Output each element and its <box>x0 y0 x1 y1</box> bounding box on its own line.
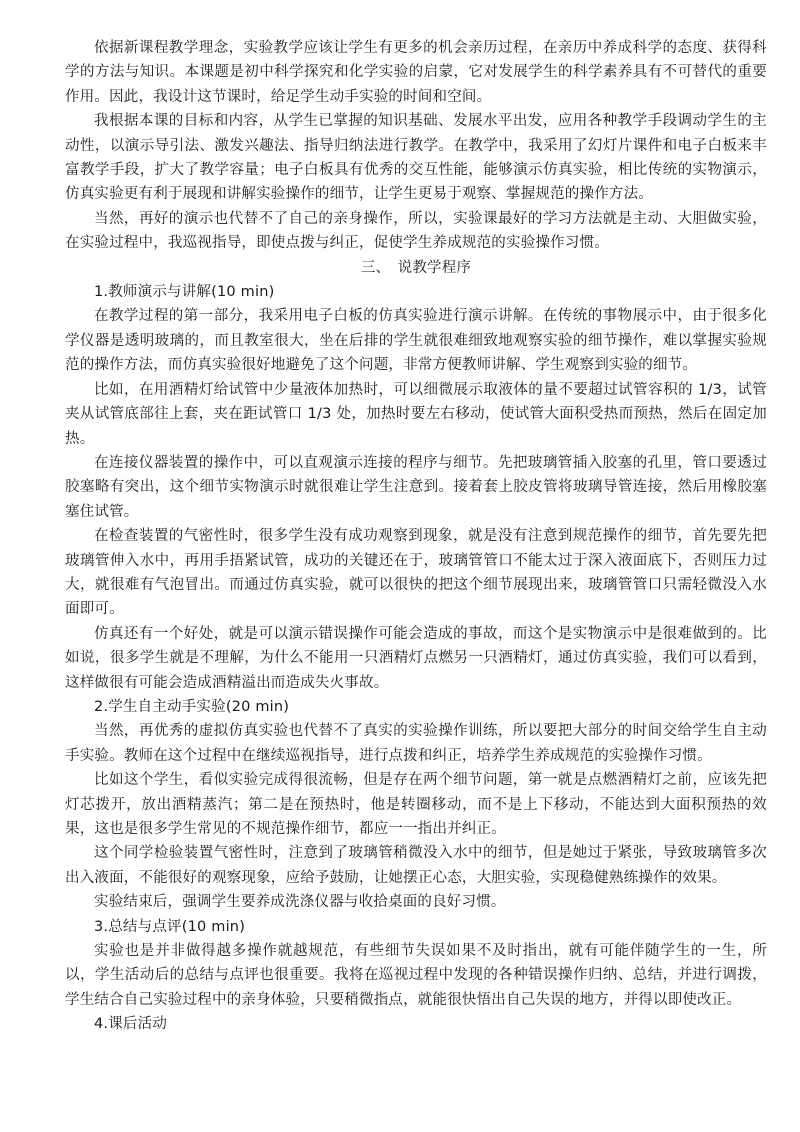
step1-paragraph-1: 在教学过程的第一部分，我采用电子白板的仿真实验进行演示讲解。在传统的事物展示中，由于很多化学仪器是透明玻璃的，而且教室很大，坐在后排的学生就很难细致地观察实验的细节操作，难以掌握实验规范的操作方法，而仿真实验很好地避免了这个问题，非常方便教师讲解、学生观察到实验的细节。 <box>65 308 767 374</box>
intro-paragraph-1: 依据新课程教学理念，实验教学应该让学生有更多的机会亲历过程，在亲历中养成科学的态度、获得科学的方法与知识。本课题是初中科学探究和化学实验的启蒙，它对发展学生的科学素养具有不可替代的重要作用。因此，我设计这节课时，给足学生动手实验的时间和空间。 <box>65 40 767 105</box>
step4-heading: 4.课后活动 <box>94 1016 168 1033</box>
step1-paragraph-4: 在检查装置的气密性时，很多学生没有成功观察到现象，就是没有注意到规范操作的细节，首先要先把玻璃管伸入水中，再用手捂紧试管，成功的关键还在于，玻璃管管口不能太过于深入液面底下，否则压力过大，就很难有气泡冒出。而通过仿真实验，就可以很快的把这个细节展现出来，玻璃管管口只需轻微没入水面即可。 <box>65 528 767 618</box>
intro-paragraph-3: 当然，再好的演示也代替不了自己的亲身操作，所以，实验课最好的学习方法就是主动、大胆做实验，在实验过程中，我巡视指导，即使点拨与纠正，促使学生养成规范的实验操作习惯。 <box>65 210 767 252</box>
section-title: 三、 说教学程序 <box>360 259 472 276</box>
step1-heading: 1.教师演示与讲解(10 min) <box>94 284 275 301</box>
step1-paragraph-2: 比如，在用酒精灯给试管中少量液体加热时，可以细微展示取液体的量不要超过试管容积的 1/3，试管夹从试管底部往上套，夹在距试管口 1/3 处，加热时要左右移动，使试管大面积受热而预热，然后在固定加热。 <box>65 381 767 447</box>
step3-heading: 3.总结与点评(10 min) <box>94 918 246 935</box>
step3-paragraph-1: 实验也是并非做得越多操作就越规范，有些细节失误如果不及时指出，就有可能伴随学生的一生，所以，学生活动后的总结与点评也很重要。我将在巡视过程中发现的各种错误操作归纳、总结，并进行调拨，学生结合自己实验过程中的亲身体验，只要稍微指点，就能很快悟出自己失误的地方，并得以即使改正。 <box>65 943 767 1008</box>
step2-paragraph-1: 当然，再优秀的虚拟仿真实验也代替不了真实的实验操作训练，所以要把大部分的时间交给学生自主动手实验。教师在这个过程中在继续巡视指导，进行点拨和纠正，培养学生养成规范的实验操作习惯。 <box>65 723 767 764</box>
step1-paragraph-5: 仿真还有一个好处，就是可以演示错误操作可能会造成的事故，而这个是实物演示中是很难做到的。比如说，很多学生就是不理解，为什么不能用一只酒精灯点燃另一只酒精灯，通过仿真实验，我们可以看到，这样做很有可能会造成酒精溢出而造成失火事故。 <box>65 625 767 691</box>
step2-heading: 2.学生自主动手实验(20 min) <box>94 698 290 715</box>
step2-paragraph-3: 这个同学检验装置气密性时，注意到了玻璃管稍微没入水中的细节，但是她过于紧张，导致玻璃管多次出入液面，不能很好的观察现象，应给予鼓励，让她摆正心态，大胆实验，实现稳健熟练操作的效果。 <box>65 845 767 886</box>
step1-paragraph-3: 在连接仪器装置的操作中，可以直观演示连接的程序与细节。先把玻璃管插入胶塞的孔里，管口要透过胶塞略有突出，这个细节实物演示时就很难让学生注意到。接着套上胶皮管将玻璃导管连接，然后用橡胶塞塞住试管。 <box>65 454 767 520</box>
document-page <box>65 36 767 1037</box>
step2-paragraph-2: 比如这个学生，看似实验完成得很流畅，但是存在两个细节问题，第一就是点燃酒精灯之前，应该先把灯芯拨开，放出酒精蒸汽；第二是在预热时，他是转圈移动，而不是上下移动，不能达到大面积预热的效果，这也是很多学生常见的不规范操作细节，都应一一指出并纠正。 <box>65 772 767 837</box>
intro-paragraph-2: 我根据本课的目标和内容，从学生已掌握的知识基础、发展水平出发，应用各种教学手段调动学生的主动性，以演示导引法、激发兴趣法、指导归纳法进行教学。在教学中，我采用了幻灯片课件和电子白板来丰富教学手段，扩大了教学容量；电子白板具有优秀的交互性能，能够演示仿真实验，相比传统的实物演示，仿真实验更有利于展现和讲解实验操作的细节，让学生更易于观察、掌握规范的操作方法。 <box>65 113 767 203</box>
step2-paragraph-4: 实验结束后，强调学生要养成洗涤仪器与收拾桌面的良好习惯。 <box>94 894 506 911</box>
